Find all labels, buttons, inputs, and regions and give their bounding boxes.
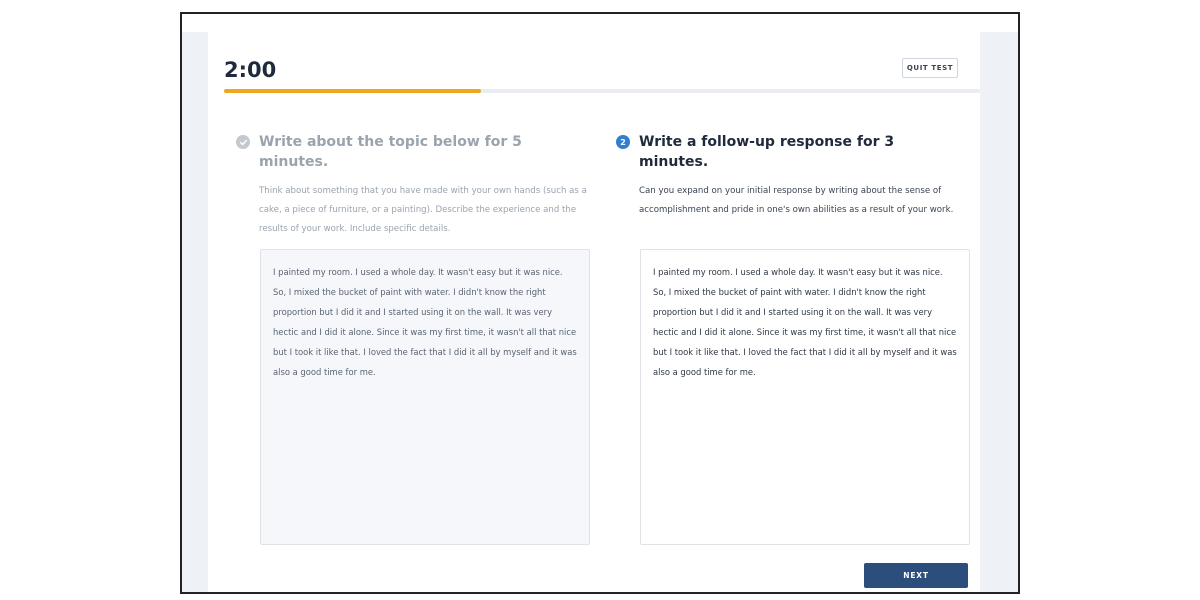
right-gutter [978, 32, 1018, 592]
step-2-response-input[interactable]: I painted my room. I used a whole day. It wasn't easy but it was nice. So, I mixed the bucket of paint with water. I didn't know the right proportion but I did it and I started using it on the wall. It was very hectic and I did it alone. Since it was my first time, it wasn't all that nice but I took it like that. I loved the fact that I did it all by myself and it was also a good time for me. [640, 249, 970, 545]
test-panel [208, 32, 980, 592]
step-2-prompt: Can you expand on your initial response by writing about the sense of accomplishment and pride in one's own abilities as a result of your work. [639, 186, 954, 215]
check-icon [236, 135, 250, 149]
step-1-response: I painted my room. I used a whole day. It wasn't easy but it was nice. So, I mixed the bucket of paint with water. I didn't know the right proportion but I did it and I started using it on the wall. It was very hectic and I did it alone. Since it was my first time, it wasn't all that nice but I took it like that. I loved the fact that I did it all by myself and it was also a good time for me. [260, 249, 590, 545]
step-1-title: Write about the topic below for 5 minutes. [259, 134, 522, 170]
step-1-section [236, 132, 588, 239]
progress-bar [224, 89, 980, 93]
step-2-heading [616, 132, 968, 172]
screenshot-frame [180, 12, 1020, 594]
progress-bar-fill [224, 89, 481, 93]
step-1-prompt: Think about something that you have made with your own hands (such as a cake, a piece of furniture, or a painting). Describe the experience and the results of your work. Include specific details. [259, 186, 587, 234]
step-2-title: Write a follow-up response for 3 minutes. [639, 134, 895, 170]
next-button[interactable]: NEXT [864, 563, 968, 588]
step-number-icon: 2 [616, 135, 630, 149]
step-1-heading [236, 132, 588, 172]
step-2-section [616, 132, 968, 220]
quit-test-button[interactable]: QUIT TEST [902, 58, 958, 78]
countdown-timer: 2:00 [224, 58, 277, 82]
left-gutter [182, 32, 208, 592]
